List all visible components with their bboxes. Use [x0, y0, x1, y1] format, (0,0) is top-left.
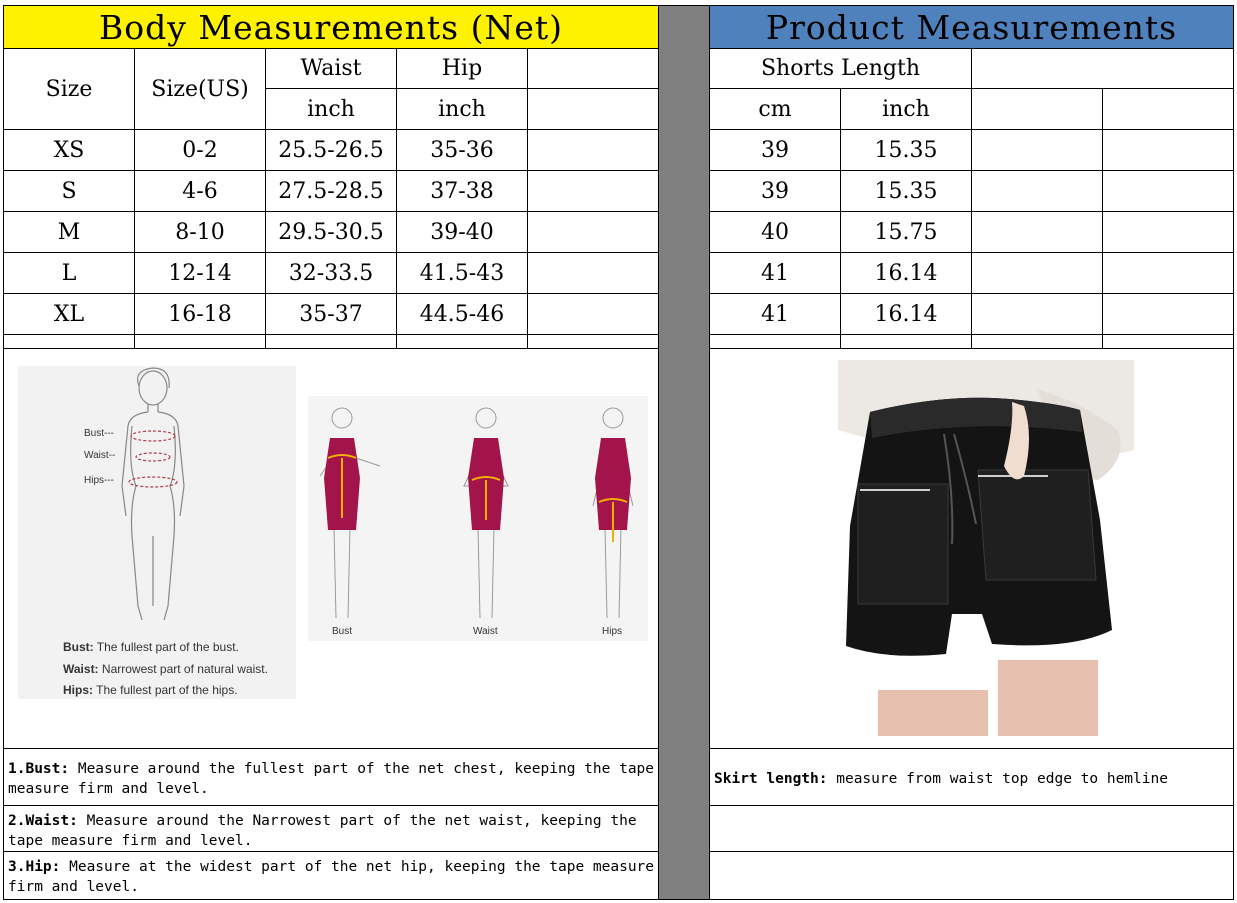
row-xl-us: 16-18 [168, 301, 232, 327]
hips-caption-text: The fullest part of the hips. [96, 683, 238, 697]
hip-note [4, 857, 658, 897]
prod-row-m-cm: 40 [761, 219, 789, 245]
figure-waist-label: Waist [473, 626, 498, 637]
waist-caption-label: Waist: [63, 662, 99, 676]
measure-figures-panel [308, 396, 648, 641]
prod-row-s-inch: 15.35 [874, 178, 938, 204]
bust-note [4, 759, 658, 799]
row-m-us: 8-10 [175, 219, 225, 245]
prod-row-l-cm: 41 [761, 260, 789, 286]
waist-note-text: Measure around the Narrowest part of the net waist, keeping the tape measure firm and level. [8, 813, 637, 849]
hips-caption-label: Hips: [63, 683, 93, 697]
row-m-waist: 29.5-30.5 [278, 219, 384, 245]
row-s-size: S [61, 178, 77, 204]
row-s-hip: 37-38 [430, 178, 494, 204]
hips-marker: Hips--- [84, 475, 114, 486]
body-outline-illustration [18, 366, 296, 626]
prod-row-xl-cm: 41 [761, 301, 789, 327]
row-xl-hip: 44.5-46 [419, 301, 505, 327]
hip-note-label: 3.Hip: [8, 859, 61, 875]
waist-header: Waist [300, 56, 362, 81]
bust-marker: Bust--- [84, 428, 114, 439]
waist-marker: Waist-- [84, 450, 116, 461]
shorts-length-header: Shorts Length [760, 56, 921, 81]
figure-hips-label: Hips [602, 626, 623, 637]
prod-row-l-inch: 16.14 [874, 260, 938, 286]
row-xl-waist: 35-37 [299, 301, 363, 327]
bust-caption-text: The fullest part of the bust. [96, 640, 239, 654]
figure-bust-label: Bust [332, 626, 353, 637]
prod-row-s-cm: 39 [761, 178, 789, 204]
prod-row-m-inch: 15.75 [874, 219, 938, 245]
bust-caption-label: Bust: [63, 640, 94, 654]
hip-unit: inch [438, 96, 486, 122]
row-l-us: 12-14 [168, 260, 232, 286]
prod-row-xl-inch: 16.14 [874, 301, 938, 327]
row-l-waist: 32-33.5 [288, 260, 374, 286]
hip-note-text: Measure at the widest part of the net hip, keeping the tape measure firm and level. [8, 859, 655, 895]
prod-row-xs-cm: 39 [761, 137, 789, 163]
product-photo [838, 360, 1134, 736]
bust-note-text: Measure around the fullest part of the net chest, keeping the tape measure firm and level. [8, 761, 655, 797]
row-m-hip: 39-40 [430, 219, 494, 245]
body-measurements-title: Body Measurements (Net) [98, 7, 564, 47]
row-xs-hip: 35-36 [430, 137, 494, 163]
row-m-size: M [57, 219, 81, 245]
waist-note [4, 811, 658, 851]
row-xl-size: XL [53, 301, 85, 327]
row-s-us: 4-6 [182, 178, 218, 204]
waist-unit: inch [307, 96, 355, 122]
waist-caption-text: Narrowest part of natural waist. [101, 662, 268, 676]
row-xs-waist: 25.5-26.5 [278, 137, 384, 163]
skirt-length-note [710, 769, 1233, 789]
size-header: Size [45, 76, 93, 102]
row-s-waist: 27.5-28.5 [278, 178, 384, 204]
inch-unit: inch [882, 96, 930, 122]
leather-shorts-image [838, 360, 1134, 736]
bust-note-label: 1.Bust: [8, 761, 70, 777]
waist-note-label: 2.Waist: [8, 813, 78, 829]
skirt-length-label: Skirt length: [714, 771, 828, 787]
row-xs-size: XS [53, 137, 85, 163]
skirt-length-text: measure from waist top edge to hemline [827, 771, 1168, 787]
row-l-size: L [61, 260, 77, 286]
dress-figures-illustration [308, 396, 648, 621]
body-diagram-panel [18, 366, 296, 699]
size-us-header: Size(US) [151, 76, 249, 102]
hip-header: Hip [441, 56, 483, 81]
prod-row-xs-inch: 15.35 [874, 137, 938, 163]
row-l-hip: 41.5-43 [419, 260, 505, 286]
row-xs-us: 0-2 [182, 137, 218, 163]
cm-unit: cm [758, 96, 792, 122]
product-measurements-title: Product Measurements [765, 7, 1178, 47]
